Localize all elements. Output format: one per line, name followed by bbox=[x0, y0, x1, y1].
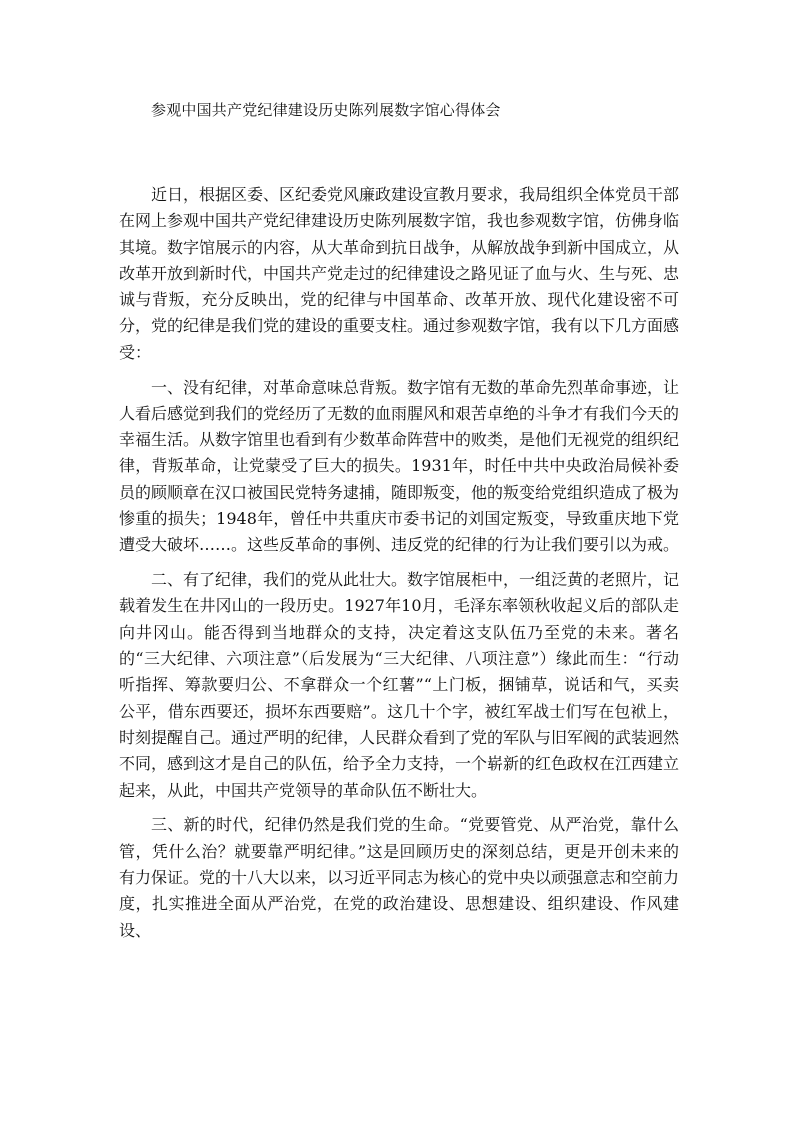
paragraph-point-two: 二、有了纪律，我们的党从此壮大。数字馆展柜中，一组泛黄的老照片，记载着发生在井冈山的一段历史。1927年10月，毛泽东率领秋收起义后的部队走向井冈山。能否得到当地群众的支持，决定着这支队伍乃至党的未来。著名的“三大纪律、六项注意”（后发展为“三大纪律、八项注意”）缘此而生：“行动听指挥、筹款要归公、不拿群众一个红薯”“上门板，捆铺草，说话和气，买卖公平，借东西要还，损坏东西要赔”。这几十个字，被红军战士们写在包袱上，时刻提醒自己。通过严明的纪律，人民群众看到了党的军队与旧军阀的武装迥然不同，感到这才是自己的队伍，给予全力支持，一个崭新的红色政权在江西建立起来，从此，中国共产党领导的革命队伍不断壮大。 bbox=[119, 570, 680, 800]
document-title: 参观中国共产党纪律建设历史陈列展数字馆心得体会 bbox=[151, 101, 501, 119]
paragraph-intro: 近日，根据区委、区纪委党风廉政建设宣教月要求，我局组织全体党员干部在网上参观中国共产党纪律建设历史陈列展数字馆，我也参观数字馆，仿佛身临其境。数字馆展示的内容，从大革命到抗日战争，从解放战争到新中国成立，从改革开放到新时代，中国共产党走过的纪律建设之路见证了血与火、生与死、忠诚与背叛，充分反映出，党的纪律与中国革命、改革开放、现代化建设密不可分，党的纪律是我们党的建设的重要支柱。通过参观数字馆，我有以下几方面感受： bbox=[119, 185, 680, 362]
document-body bbox=[119, 182, 679, 944]
paragraph-point-one: 一、没有纪律，对革命意味总背叛。数字馆有无数的革命先烈革命事迹，让人看后感觉到我们的党经历了无数的血雨腥风和艰苦卓绝的斗争才有我们今天的幸福生活。从数字馆里也看到有少数革命阵营中的败类，是他们无视党的组织纪律，背叛革命，让党蒙受了巨大的损失。1931年，时任中共中央政治局候补委员的顾顺章在汉口被国民党特务逮捕，随即叛变，他的叛变给党组织造成了极为惨重的损失；1948年，曾任中共重庆市委书记的刘国定叛变，导致重庆地下党遭受大破坏……。这些反革命的事例、违反党的纪律的行为让我们要引以为戒。 bbox=[119, 377, 680, 555]
paragraph-point-three: 三、新的时代，纪律仍然是我们党的生命。“党要管党、从严治党，靠什么管，凭什么治？就要靠严明纪律。”这是回顾历史的深刻总结，更是开创未来的有力保证。党的十八大以来，以习近平同志为核心的党中央以顽强意志和空前力度，扎实推进全面从严治党，在党的政治建设、思想建设、组织建设、作风建设、 bbox=[119, 815, 680, 940]
